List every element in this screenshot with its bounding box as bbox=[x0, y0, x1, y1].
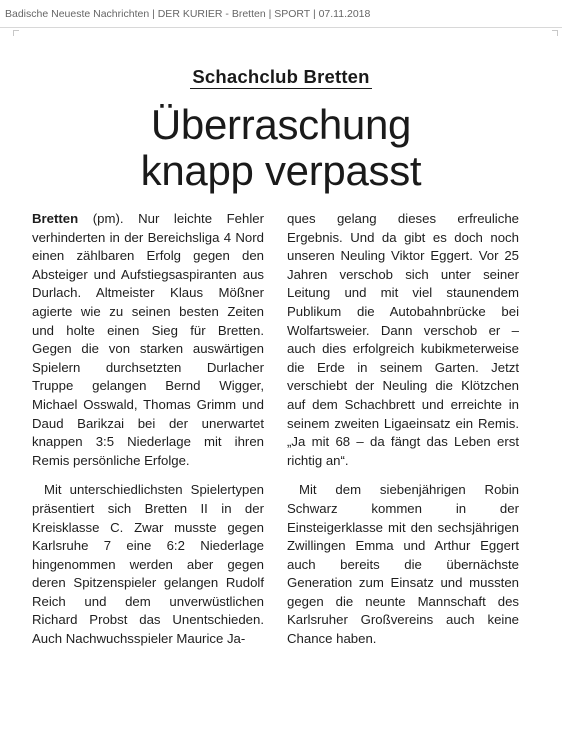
source-header bbox=[0, 0, 562, 28]
article-column-left bbox=[32, 210, 264, 649]
crop-mark-right bbox=[552, 30, 558, 36]
article-paragraph: ques gelang dieses erfreuliche Ergebnis. Und da gibt es doch noch unseren Neuling Viktor Eggert. Vor 25 Jahren verschob sich unter seiner Leitung und mit viel staunendem Publikum die Autobahnbrücke bei Wolfartsweier. Dann verschob er – auch dies erfolgreich kubikmeterweise die Erde in seinem Garten. Jetzt verschiebt der Neuling die Klötzchen auf dem Schachbrett und erreichte in seinem zweiten Ligaeinsatz ein Remis. „Ja mit 68 – da fängt das Leben erst richtig an“. bbox=[287, 211, 519, 468]
crop-mark-left bbox=[13, 30, 19, 36]
article-paragraph bbox=[32, 210, 264, 470]
dateline: Bretten bbox=[32, 211, 79, 226]
headline bbox=[0, 102, 562, 194]
kicker: Schachclub Bretten bbox=[192, 66, 370, 87]
headline-line-2: knapp verpasst bbox=[140, 147, 422, 194]
article-paragraph: Mit unterschiedlichsten Spielertypen präsentiert sich Bretten II in der Kreisklasse C. Zwar musste gegen Karlsruhe 7 eine 6:2 Niederlage hingenommen werden aber gegen deren Spitzenspieler gelangen Rudolf Reich und dem unverwüstlichen Richard Probst das Unentschieden. Auch Nachwuchsspieler Maurice Ja- bbox=[32, 482, 264, 647]
kicker-wrap bbox=[0, 66, 562, 89]
headline-line-1: Überraschung bbox=[150, 101, 412, 148]
article-column-right bbox=[287, 210, 519, 649]
source-line: Badische Neueste Nachrichten | DER KURIER - Bretten | SPORT | 07.11.2018 bbox=[5, 8, 371, 20]
paragraph-text: (pm). Nur leichte Fehler verhinderten in der Bereichsliga 4 Nord einen zählbaren Erfolg gegen den Absteiger und Aufstiegsaspiranten aus Durlach. Altmeister Klaus Mößner agierte wie zu seinen besten Zeiten und holte einen Sieg für Bretten. Gegen die von starken auswärtigen Spielern durchsetzten Durlacher Truppe gelangen Bernd Wigger, Michael Osswald, Thomas Grimm und Daud Barikzai bei der unerwartet knappen 3:5 Niederlage mit ihren Remis persönliche Erfolge. bbox=[32, 211, 264, 468]
article-paragraph: Mit dem siebenjährigen Robin Schwarz kommen in der Einsteigerklasse mit den sechsjährigen Zwillingen Emma und Arthur Eggert auch bereits die übernächste Generation zum Einsatz und mussten gegen die neunte Mannschaft des Karlsruher Großvereins auch keine Chance haben. bbox=[287, 482, 519, 647]
